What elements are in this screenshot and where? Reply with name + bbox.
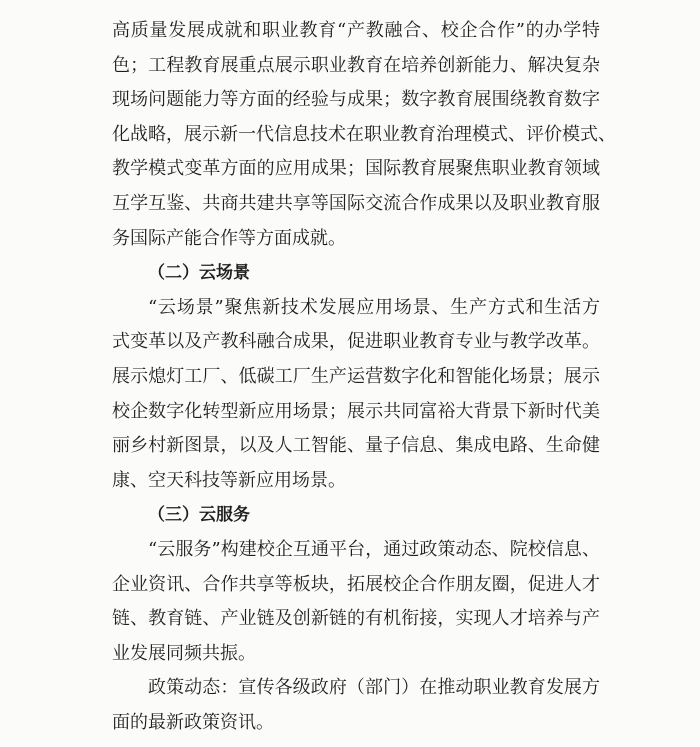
- text-line: 政策动态：宣传各级政府（部门）在推动职业教育发展方: [148, 677, 600, 699]
- text-line: 教学模式变革方面的应用成果；国际教育展聚焦职业教育领域: [112, 158, 600, 180]
- text-line: 链、教育链、产业链及创新链的有机衔接，实现人才培养与产: [112, 608, 600, 630]
- text-line: 高质量发展成就和职业教育“产教融合、校企合作”的办学特: [112, 20, 600, 41]
- text-line: 务国际产能合作等方面成就。: [112, 227, 346, 249]
- text-line: 企业资讯、合作共享等板块，拓展校企合作朋友圈，促进人才: [112, 573, 600, 595]
- text-line: 化战略，展示新一代信息技术在职业教育治理模式、评价模式、: [112, 123, 616, 145]
- paragraph-exhibitions: [112, 14, 616, 256]
- text-line: 式变革以及产教科融合成果，促进职业教育专业与教学改革。: [112, 331, 600, 353]
- paragraph-cloud-scenes: [112, 291, 600, 499]
- text-line: 现场问题能力等方面的经验与成果；数字教育展围绕教育数字: [112, 89, 600, 111]
- text-line: 面的最新政策资讯。: [112, 711, 274, 733]
- text-line: 展示熄灯工厂、低碳工厂生产运营数字化和智能化场景；展示: [112, 365, 600, 387]
- text-line: “云场景”聚焦新技术发展应用场景、生产方式和生活方: [148, 296, 600, 318]
- section-heading-cloud-scenes: （二）云场景: [148, 263, 250, 284]
- text-line: 色；工程教育展重点展示职业教育在培养创新能力、解决复杂: [112, 54, 600, 76]
- text-line: 互学互鉴、共商共建共享等国际交流合作成果以及职业教育服: [112, 192, 600, 214]
- text-line: “云服务”构建校企互通平台，通过政策动态、院校信息、: [148, 538, 600, 560]
- paragraph-policy-updates: [112, 671, 600, 740]
- text-line: 校企数字化转型新应用场景；展示共同富裕大背景下新时代美: [112, 400, 600, 422]
- document-body: [112, 14, 616, 740]
- text-line: 康、空天科技等新应用场景。: [112, 469, 346, 491]
- section-heading-cloud-services: （三）云服务: [148, 505, 250, 526]
- text-line: 业发展同频共振。: [112, 642, 256, 664]
- paragraph-cloud-services: [112, 533, 600, 671]
- text-line: 丽乡村新图景，以及人工智能、量子信息、集成电路、生命健: [112, 435, 600, 457]
